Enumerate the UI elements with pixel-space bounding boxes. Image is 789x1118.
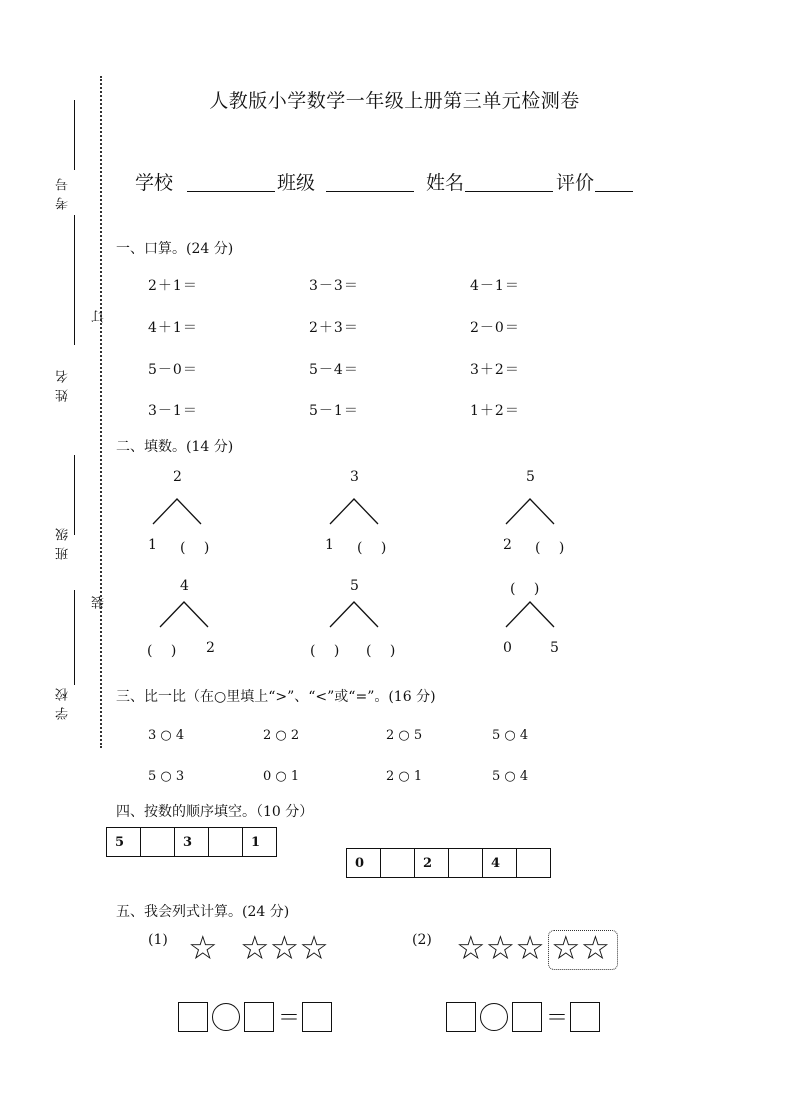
answer-box[interactable] <box>178 1002 208 1032</box>
bond-branch <box>506 602 554 627</box>
bond-right: 2 <box>206 640 215 656</box>
bond-top: 5 <box>526 469 535 485</box>
oral-calc-item: 5－0＝ <box>148 362 198 378</box>
section5-title: 五、我会列式计算。(24 分) <box>116 904 290 920</box>
bond-left: 2 <box>503 537 512 553</box>
oral-calc-item: 1＋2＝ <box>470 403 520 419</box>
star-icon: ☆ <box>515 928 545 967</box>
seq-cell: 0 <box>347 849 381 878</box>
bond-left[interactable]: ( ) <box>147 643 177 659</box>
oral-calc-item: 5－4＝ <box>309 362 359 378</box>
seq-cell[interactable] <box>141 828 175 857</box>
star-icon: ☆ <box>269 928 300 967</box>
section1-title: 一、口算。(24 分) <box>116 241 234 257</box>
oral-calc-item: 4－1＝ <box>470 278 520 294</box>
compare-item[interactable]: 5 ○ 4 <box>492 728 529 743</box>
star-group-b <box>240 928 329 968</box>
bond-top: 3 <box>350 469 359 485</box>
answer-box[interactable] <box>302 1002 332 1032</box>
answer-box[interactable] <box>570 1002 600 1032</box>
section3-title: 三、比一比（在○里填上“>”、“<”或“=”。(16 分) <box>116 689 436 705</box>
sequence-table-2 <box>346 848 551 878</box>
star-icon: ☆ <box>456 928 486 967</box>
equals-sign: ＝ <box>546 1006 569 1031</box>
grade-field-label: 评价 <box>556 172 595 194</box>
compare-item[interactable]: 5 ○ 4 <box>492 769 529 784</box>
bond-branch <box>330 602 378 627</box>
star-group-c <box>456 928 545 968</box>
answer-box[interactable] <box>512 1002 542 1032</box>
oral-calc-item: 3－3＝ <box>309 278 359 294</box>
ding-label: 订 <box>92 304 107 323</box>
seq-cell[interactable] <box>517 849 551 878</box>
name-field-label: 姓名 <box>426 172 465 194</box>
star-group-d <box>551 928 610 968</box>
star-group-a <box>188 928 218 968</box>
bond-right[interactable]: ( ) <box>535 540 565 556</box>
problem2-label: (2) <box>412 932 432 948</box>
problem1-label: (1) <box>148 932 168 948</box>
page-title: 人教版小学数学一年级上册第三单元检测卷 <box>209 90 580 112</box>
compare-item[interactable]: 2 ○ 2 <box>263 728 300 743</box>
oral-calc-item: 2－0＝ <box>470 320 520 336</box>
section2-title: 二、填数。(14 分) <box>116 439 234 455</box>
name-label: 姓名 <box>56 364 71 402</box>
compare-item[interactable]: 2 ○ 5 <box>386 728 423 743</box>
bond-branch <box>506 499 554 524</box>
compare-item[interactable]: 5 ○ 3 <box>148 769 185 784</box>
star-icon: ☆ <box>299 928 329 967</box>
sequence-table-1 <box>106 827 277 857</box>
operator-circle[interactable] <box>480 1003 508 1031</box>
bond-left[interactable]: ( ) <box>310 643 340 659</box>
seq-cell[interactable] <box>209 828 243 857</box>
oral-calc-item: 3－1＝ <box>148 403 198 419</box>
class-label: 班级 <box>56 522 71 560</box>
seq-cell: 4 <box>483 849 517 878</box>
star-icon: ☆ <box>485 928 516 967</box>
bond-left: 1 <box>148 537 157 553</box>
star-icon: ☆ <box>551 928 581 967</box>
seq-cell: 3 <box>175 828 209 857</box>
zhuang-label: 装 <box>92 590 107 609</box>
oral-calc-item: 2＋1＝ <box>148 278 198 294</box>
compare-item[interactable]: 3 ○ 4 <box>148 728 185 743</box>
equals-sign: ＝ <box>278 1006 301 1031</box>
bond-top: 5 <box>350 578 359 594</box>
seq-cell: 5 <box>107 828 141 857</box>
seq-cell: 1 <box>243 828 277 857</box>
operator-circle[interactable] <box>212 1003 240 1031</box>
oral-calc-item: 4＋1＝ <box>148 320 198 336</box>
bond-top: 4 <box>180 578 189 594</box>
section4-title: 四、按数的顺序填空。（10 分） <box>116 804 314 820</box>
star-icon: ☆ <box>580 928 611 967</box>
bond-top[interactable]: ( ) <box>510 581 540 597</box>
bond-right[interactable]: ( ) <box>366 643 396 659</box>
compare-item[interactable]: 0 ○ 1 <box>263 769 300 784</box>
seq-cell[interactable] <box>381 849 415 878</box>
exam-no-label: 考号 <box>56 172 71 210</box>
bond-right[interactable]: ( ) <box>180 540 210 556</box>
bond-left: 1 <box>325 537 334 553</box>
school-label: 学校 <box>56 682 71 720</box>
star-icon: ☆ <box>188 928 218 967</box>
oral-calc-item: 2＋3＝ <box>309 320 359 336</box>
star-icon: ☆ <box>240 928 270 967</box>
bond-branch <box>153 499 201 524</box>
bond-branch <box>160 602 208 627</box>
bond-right[interactable]: ( ) <box>357 540 387 556</box>
class-field-label: 班级 <box>277 172 316 194</box>
bond-left: 0 <box>503 640 512 656</box>
seq-cell: 2 <box>415 849 449 878</box>
school-field-label: 学校 <box>135 172 174 194</box>
oral-calc-item: 5－1＝ <box>309 403 359 419</box>
bond-top: 2 <box>173 469 182 485</box>
seq-cell[interactable] <box>449 849 483 878</box>
bond-right: 5 <box>550 640 559 656</box>
oral-calc-item: 3＋2＝ <box>470 362 520 378</box>
answer-box[interactable] <box>446 1002 476 1032</box>
bond-branch <box>330 499 378 524</box>
answer-box[interactable] <box>244 1002 274 1032</box>
compare-item[interactable]: 2 ○ 1 <box>386 769 423 784</box>
